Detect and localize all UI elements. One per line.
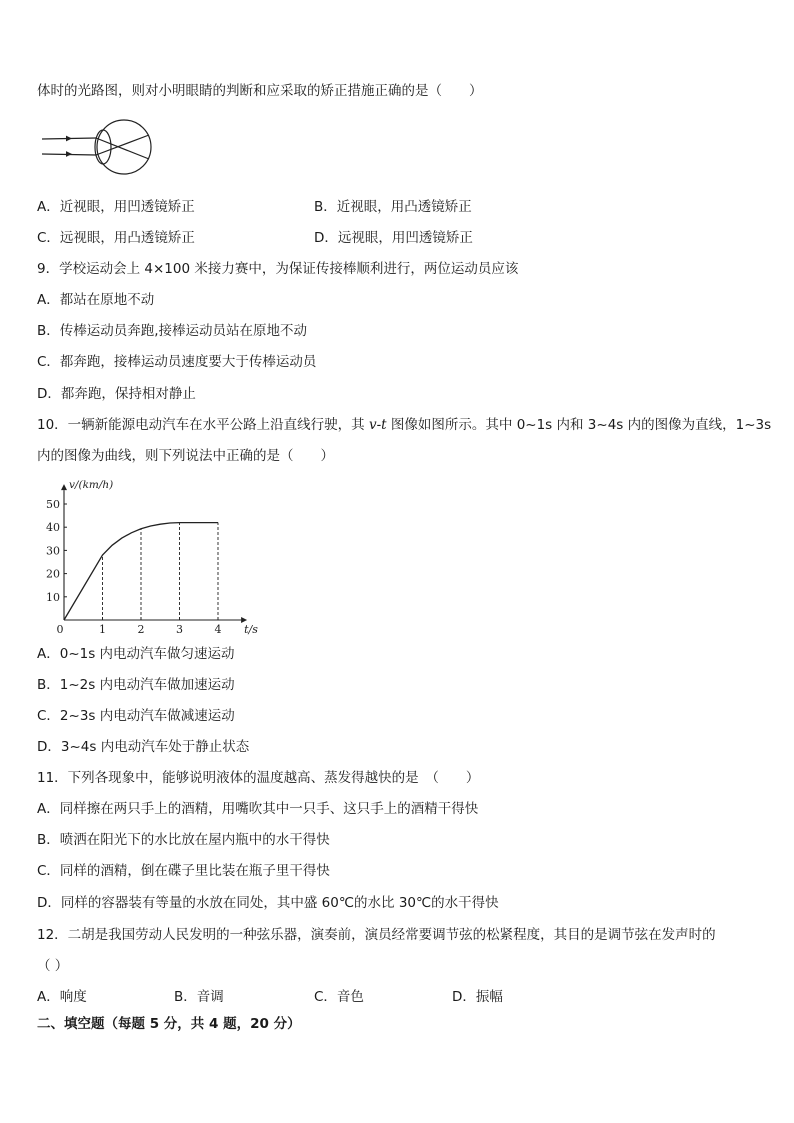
vt-chart — [34, 472, 258, 636]
q11-option-b[interactable]: B．喷洒在阳光下的水比放在屋内瓶中的水干得快 — [37, 832, 330, 848]
q11-option-c[interactable]: C．同样的酒精，倒在碟子里比装在瓶子里干得快 — [37, 863, 330, 879]
y-tick-label: 10 — [46, 590, 60, 604]
q11-option-d[interactable]: D．同样的容器装有等量的水放在同处，其中盛 60℃的水比 30℃的水干得快 — [37, 895, 499, 911]
x-tick-label: 4 — [214, 623, 222, 636]
q12-option-d[interactable]: D．振幅 — [452, 989, 503, 1005]
q10-option-a[interactable]: A．0~1s 内电动汽车做匀速运动 — [37, 646, 235, 662]
q10-option-b[interactable]: B．1~2s 内电动汽车做加速运动 — [37, 677, 235, 693]
q10-stem-pre: 10．一辆新能源电动汽车在水平公路上沿直线行驶，其 — [37, 417, 369, 433]
q9-option-d[interactable]: D．都奔跑，保持相对静止 — [37, 386, 196, 402]
q9-option-a[interactable]: A．都站在原地不动 — [37, 292, 155, 308]
y-tick-label: 40 — [46, 521, 60, 535]
section-header-fill-blank: 二、填空题（每题 5 分，共 4 题，20 分） — [37, 1016, 301, 1032]
y-tick-label: 30 — [46, 544, 60, 558]
x-tick-label: 1 — [99, 623, 106, 636]
arrow-bottom-icon — [66, 151, 72, 157]
q12-option-c[interactable]: C．音色 — [314, 989, 364, 1005]
y-tick-label: 50 — [46, 498, 60, 511]
arrow-top-icon — [66, 136, 72, 142]
q10-stem — [37, 416, 771, 434]
y-tick-label: 20 — [46, 567, 60, 581]
q8-option-d[interactable]: D．远视眼，用凹透镜矫正 — [314, 230, 473, 246]
refracted-ray-bottom — [96, 135, 149, 155]
q8-option-c[interactable]: C．远视眼，用凸透镜矫正 — [37, 230, 195, 246]
x-tick-label: 3 — [176, 623, 183, 636]
q12-stem: 12．二胡是我国劳动人民发明的一种弦乐器，演奏前，演员经常要调节弦的松紧程度，其目的是调节弦在发声时的 — [37, 927, 716, 943]
q8-option-a[interactable]: A．近视眼，用凹透镜矫正 — [37, 199, 195, 215]
q10-stem-line2: 内的图像为曲线，则下列说法中正确的是（ ） — [37, 448, 334, 464]
q12-option-b[interactable]: B．音调 — [174, 989, 224, 1005]
q9-stem: 9．学校运动会上 4×100 米接力赛中，为保证传接棒顺利进行，两位运动员应该 — [37, 261, 519, 277]
q9-option-c[interactable]: C．都奔跑，接棒运动员速度要大于传棒运动员 — [37, 354, 317, 370]
x-tick-label: 2 — [137, 623, 145, 636]
y-axis-arrow-icon — [61, 484, 67, 490]
q11-option-a[interactable]: A．同样擦在两只手上的酒精，用嘴吹其中一只手、这只手上的酒精干得快 — [37, 801, 479, 817]
q10-stem-var: v-t — [368, 417, 387, 433]
y-axis-label: v/(km/h) — [69, 479, 114, 492]
q12-option-a[interactable]: A．响度 — [37, 989, 87, 1005]
q8-option-b[interactable]: B．近视眼，用凸透镜矫正 — [314, 199, 472, 215]
q10-option-d[interactable]: D．3~4s 内电动汽车处于静止状态 — [37, 739, 250, 755]
q11-stem: 11．下列各现象中，能够说明液体的温度越高、蒸发得越快的是 （ ） — [37, 770, 480, 786]
eyeball — [97, 120, 151, 174]
q8-stem: 体时的光路图，则对小明眼睛的判断和应采取的矫正措施正确的是（ ） — [37, 83, 483, 99]
q10-option-c[interactable]: C．2~3s 内电动汽车做减速运动 — [37, 708, 235, 724]
q9-option-b[interactable]: B．传棒运动员奔跑,接棒运动员站在原地不动 — [37, 323, 308, 339]
x-tick-label: 0 — [56, 623, 64, 636]
q12-stem-line2: （ ） — [37, 958, 69, 974]
refracted-ray-top — [96, 138, 149, 159]
eye-diagram — [36, 118, 164, 184]
q10-stem-post: 图像如图所示。其中 0~1s 内和 3~4s 内的图像为直线，1~3s — [386, 417, 772, 433]
x-axis-label: t/s — [244, 623, 258, 636]
